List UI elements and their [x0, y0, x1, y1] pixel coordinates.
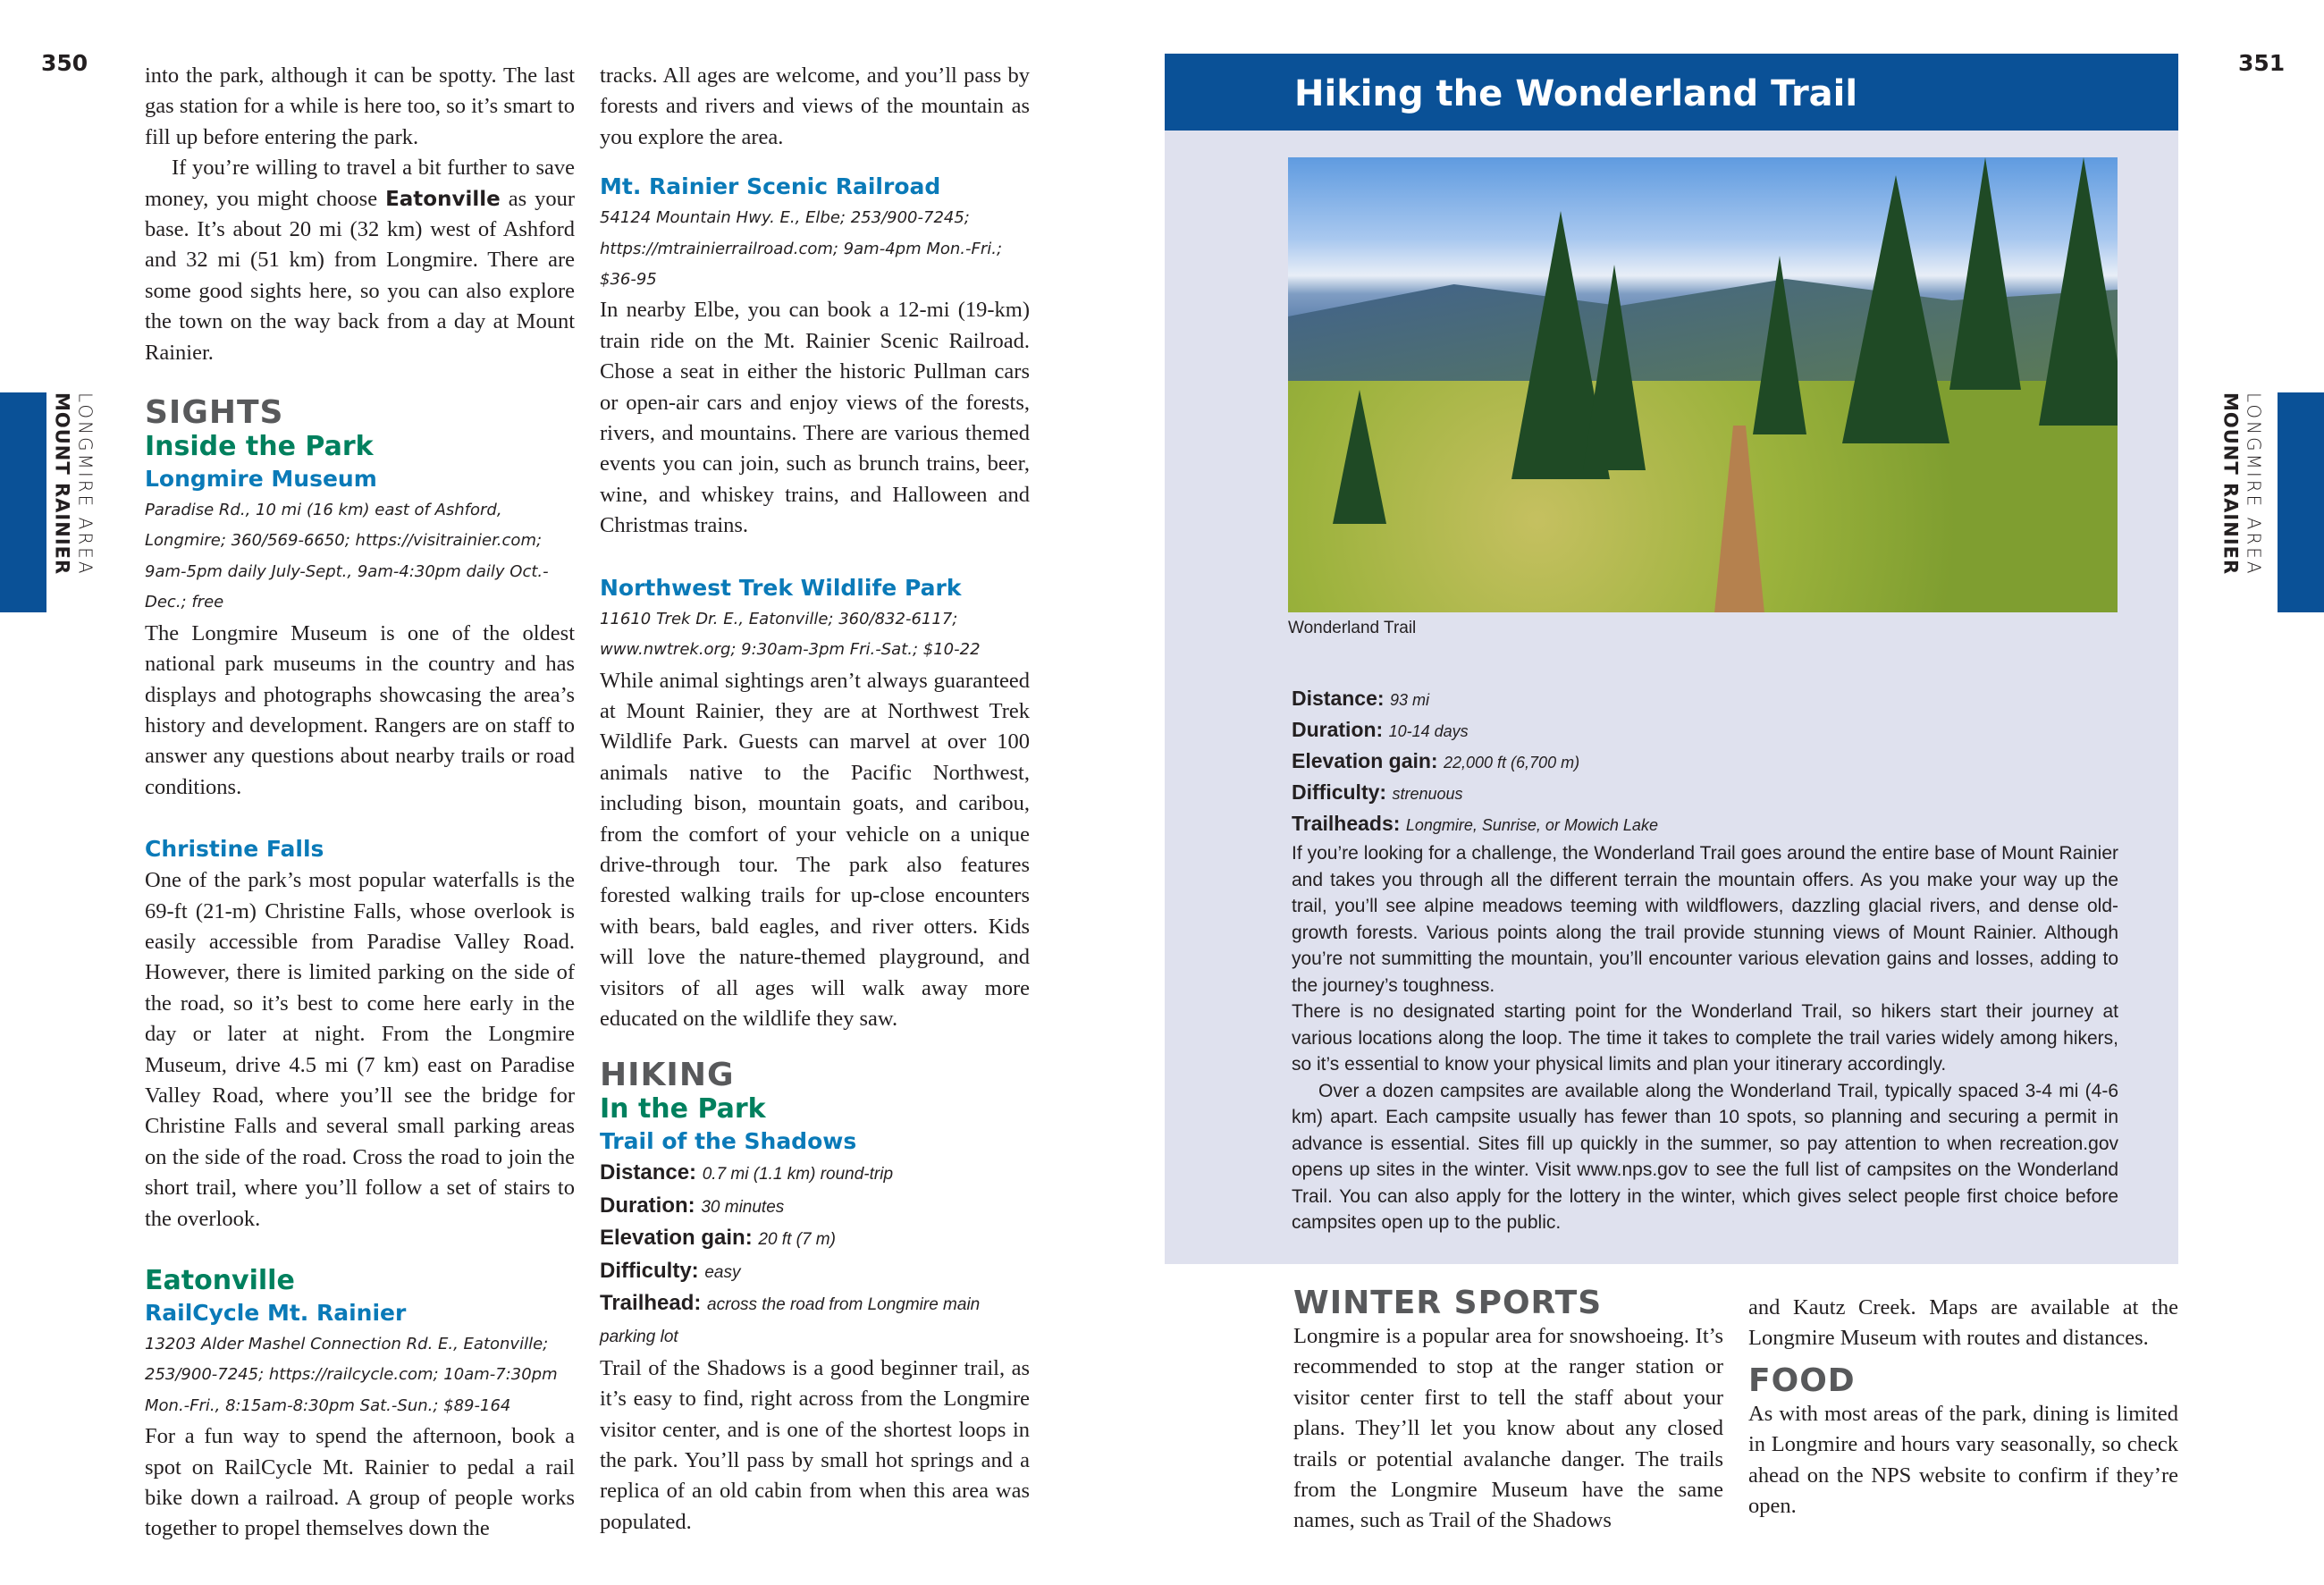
column-1: [145, 61, 575, 1545]
paragraph: into the park, although it can be spotty. The last gas station for a while is here too, so it’s smart to fill up before entering the park.: [145, 63, 575, 149]
stat-value: strenuous: [1392, 785, 1463, 803]
stat-value: easy: [704, 1262, 741, 1282]
stat-label: Duration:: [600, 1193, 695, 1218]
paragraph: In nearby Elbe, you can book a 12-mi (19-km) train ride on the Mt. Rainier Scenic Railroad. Chose a seat in either the historic Pullman cars or open-air cars and enjoy views of the forests, rivers, and mountains. There are various themed events you can join, such as brunch trains, beer, wine, and whiskey trains, and Halloween and Christmas trains.: [600, 298, 1030, 538]
subsection-heading: In the Park: [600, 1093, 766, 1126]
stat-value: 0.7 mi (1.1 km) round-trip: [702, 1165, 894, 1185]
sidebar-title: Hiking the Wonderland Trail: [1165, 54, 2178, 131]
section-heading: WINTER SPORTS: [1293, 1285, 1603, 1321]
paragraph: [145, 153, 575, 368]
page-number-right: 351: [2238, 50, 2286, 76]
stat-label: Distance:: [1292, 687, 1385, 710]
trail-stat: [600, 1256, 1030, 1288]
trail-stat: [600, 1288, 1030, 1353]
section-heading: FOOD: [1748, 1362, 1856, 1399]
paragraph: Over a dozen campsites are available along the Wonderland Trail, typically spaced 3-4 mi (4-6 km) apart. Each campsite usually has fewer than 10 spots, so planning and securing a permit in advance is essential. Sites fill up quickly in the summer, so pay attention to when recreation.gov opens up sites in the winter. Visit www.nps.gov to see the full list of campsites on the Wonderland Trail. You can also apply for the lottery in the winter, which gives select people first choice before campsites open up to the public.: [1292, 1080, 2118, 1233]
stat-value: 30 minutes: [701, 1197, 785, 1217]
stat-value: Longmire, Sunrise, or Mowich Lake: [1405, 816, 1658, 834]
entry-title: Northwest Trek Wildlife Park: [600, 574, 962, 601]
column-3: [1293, 1286, 1723, 1537]
subsection-heading: Inside the Park: [145, 431, 374, 463]
entry-meta: 11610 Trek Dr. E., Eatonville; 360/832-6117; www.nwtrek.org; 9:30am-3pm Fri.-Sat.; $10-22: [600, 609, 981, 660]
entry-title: Trail of the Shadows: [600, 1128, 857, 1155]
stat-label: Elevation gain:: [600, 1226, 753, 1251]
column-4: [1748, 1293, 2178, 1522]
entry-title: Longmire Museum: [145, 466, 377, 493]
entry-meta: 54124 Mountain Hwy. E., Elbe; 253/900-7245; https://mtrainierrailroad.com; 9am-4pm Mon.-Fri.; $36-95: [600, 208, 1003, 290]
trail-stat: [1292, 778, 2118, 809]
stat-value: 22,000 ft (6,700 m): [1443, 754, 1580, 771]
paragraph: There is no designated starting point for the Wonderland Trail, so hikers start their journey at various locations along the loop. The time it takes to complete the trail varies widely among hikers, so it’s essential to know your physical limits and plan your itinerary accordingly.: [1292, 1001, 2118, 1075]
trail-stat: [1292, 715, 2118, 746]
paragraph: tracks. All ages are welcome, and you’ll pass by forests and rivers and views of the mountain as you explore the area.: [600, 63, 1030, 149]
chapter-tab-left: [0, 392, 46, 612]
stat-label: Distance:: [600, 1160, 697, 1185]
stat-value: 93 mi: [1389, 691, 1429, 709]
chapter-label-right: [2219, 392, 2264, 577]
bold-place: Eatonville: [385, 187, 501, 211]
trail-stat: [600, 1158, 1030, 1190]
paragraph: One of the park’s most popular waterfalls is the 69-ft (21-m) Christine Falls, whose overlook is easily accessible from Paradise Valley Road. However, there is limited parking on the side of the road, so it’s best to come here early in the day or later at night. From the Longmire Museum, drive 4.5 mi (7 km) east on Paradise Valley Road, where you’ll see the bridge for Christine Falls and several small parking areas on the side of the road. Cross the road to join the short trail, where you’ll follow a set of stairs to the overlook.: [145, 868, 575, 1231]
chapter-title: MOUNT RAINIER: [51, 392, 73, 576]
column-2: [600, 61, 1030, 1538]
chapter-subtitle: LONGMIRE AREA: [74, 392, 97, 577]
paragraph: For a fun way to spend the afternoon, book a spot on RailCycle Mt. Rainier to pedal a rail bike down a railroad. A group of people works together to propel themselves down the: [145, 1424, 575, 1541]
chapter-title: MOUNT RAINIER: [2219, 392, 2242, 576]
entry-title: Mt. Rainier Scenic Railroad: [600, 173, 941, 200]
paragraph: While animal sightings aren’t always guaranteed at Mount Rainier, they are at Northwest Trek Wildlife Park. Guests can marvel at over 100 animals native to the Pacific Northwest, including bison, mountain goats, and caribou, from the comfort of your vehicle on a unique drive-through tour. The park also features forested walking trails for up-close encounters with bears, bald eagles, and river otters. Kids will love the nature-themed playground, and visitors of all ages will walk away more educated on the wildlife they saw.: [600, 668, 1030, 1031]
paragraph: The Longmire Museum is one of the oldest national park museums in the country and has displays and photographs showcasing the area’s history and development. Rangers are on staff to answer any questions about nearby trails or road conditions.: [145, 620, 575, 799]
photo-caption: Wonderland Trail: [1288, 619, 1417, 637]
paragraph: and Kautz Creek. Maps are available at the Longmire Museum with routes and distances.: [1748, 1295, 2178, 1351]
paragraph: Trail of the Shadows is a good beginner trail, as it’s easy to find, right across from the Longmire visitor center, and is one of the shortest loops in the park. You’ll pass by small hot springs and a replica of an old cabin from when this area was populated.: [600, 1355, 1030, 1534]
entry-meta: Paradise Rd., 10 mi (16 km) east of Ashford, Longmire; 360/569-6650; https://visitrainier.com; 9am-5pm daily July-Sept., 9am-4:30pm daily Oct.-Dec.; free: [145, 501, 549, 612]
sidebar-text: [1292, 684, 2118, 1236]
stat-value: across the road from Longmire main parking lot: [600, 1295, 981, 1347]
stat-value: 20 ft (7 m): [758, 1230, 836, 1250]
page-number-left: 350: [41, 50, 88, 76]
stat-label: Difficulty:: [600, 1258, 699, 1283]
stat-label: Elevation gain:: [1292, 749, 1438, 772]
stat-label: Trailhead:: [600, 1291, 702, 1315]
paragraph: Longmire is a popular area for snowshoeing. It’s recommended to stop at the ranger station or visitor center first to tell the staff about your plans. They’ll let you know about any closed trails or potential avalanche danger. The trails from the Longmire Museum have the same names, such as Trail of the Shadows: [1293, 1324, 1723, 1533]
chapter-tab-right: [2278, 392, 2324, 612]
stat-label: Duration:: [1292, 718, 1384, 741]
trail-stat: [600, 1223, 1030, 1255]
subsection-heading: Eatonville: [145, 1265, 295, 1296]
trail-stat: [1292, 809, 2118, 840]
entry-title: RailCycle Mt. Rainier: [145, 1300, 407, 1326]
sidebar-box: [1165, 54, 2178, 1264]
entry-meta: 13203 Alder Mashel Connection Rd. E., Eatonville; 253/900-7245; https://railcycle.com; 10am-7:30pm Mon.-Fri., 8:15am-8:30pm Sat.-Sun.; $89-164: [145, 1335, 558, 1415]
section-heading: HIKING: [600, 1057, 735, 1094]
trail-photo: [1288, 157, 2118, 612]
text: If you’re willing to travel a bit further to save money, you might choose: [145, 156, 575, 211]
paragraph: As with most areas of the park, dining is limited in Longmire and hours vary seasonally, so check ahead on the NPS website to confirm if they’re open.: [1748, 1401, 2178, 1519]
stat-label: Difficulty:: [1292, 780, 1387, 804]
chapter-label-left: [50, 392, 96, 577]
stat-label: Trailheads:: [1292, 812, 1401, 835]
trail-stat: [1292, 684, 2118, 715]
section-heading: SIGHTS: [145, 394, 284, 432]
trail-stat: [1292, 746, 2118, 778]
trail-stat: [600, 1191, 1030, 1223]
stat-value: 10-14 days: [1388, 722, 1469, 740]
text: as your base. It’s about 20 mi (32 km) west of Ashford and 32 mi (51 km) from Longmire. There are some good sights here, so you can also explore the town on the way back from a day at Mount Rainier.: [145, 186, 575, 365]
chapter-subtitle: LONGMIRE AREA: [2243, 392, 2265, 577]
paragraph: If you’re looking for a challenge, the Wonderland Trail goes around the entire base of Mount Rainier and takes you through all the different terrain the mountain offers. As you make your way up the trail, you’ll see alpine meadows teeming with wildflowers, dazzling glacial rivers, and dense old-growth forests. Various points along the trail provide stunning views of Mount Rainier. Although you’re not summitting the mountain, you’ll encounter various elevation gains and losses, adding to the journey’s toughness.: [1292, 843, 2118, 996]
entry-title: Christine Falls: [145, 836, 324, 863]
